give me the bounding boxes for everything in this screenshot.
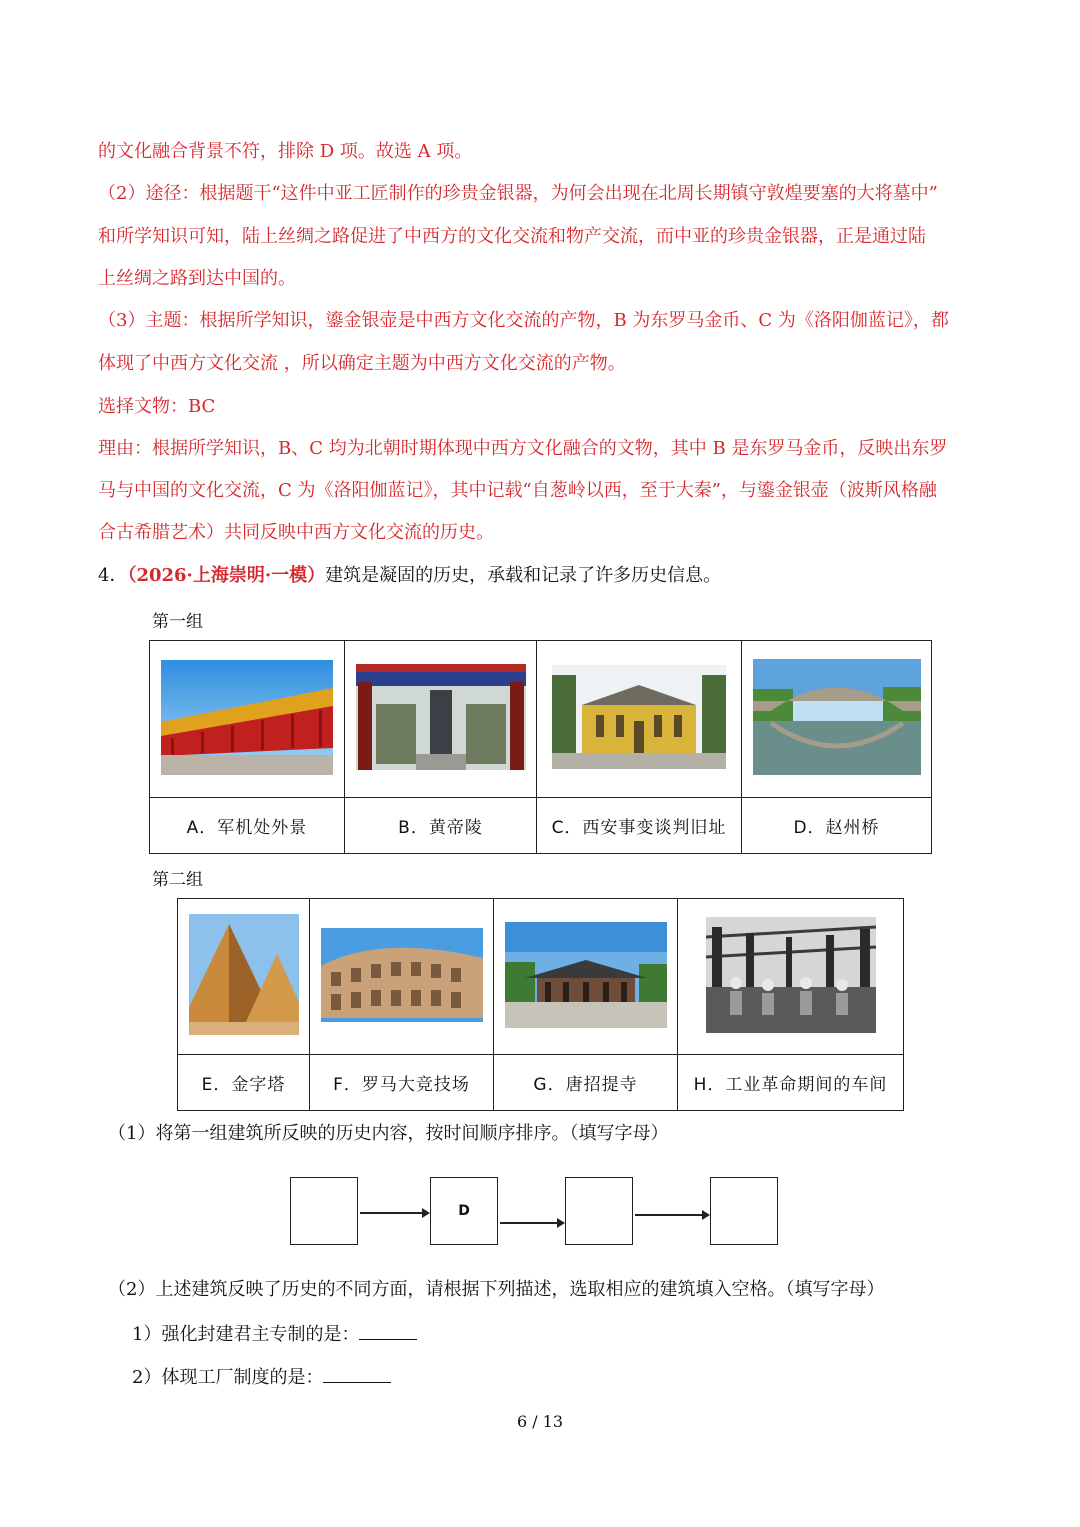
answer-line-4: 上丝绸之路到达中国的。 bbox=[98, 268, 296, 289]
sub-item-2 bbox=[132, 1364, 1022, 1390]
answer-line-5: （3）主题：根据所学知识，鎏金银壶是中西方文化交流的产物，B 为东罗马金币、C 为《洛阳伽蓝记》，都 bbox=[98, 310, 949, 331]
group1-photo-cell-a bbox=[150, 641, 345, 798]
pyramid-photo-icon bbox=[189, 914, 299, 1035]
arrow-2 bbox=[500, 1222, 563, 1224]
arrow-1 bbox=[360, 1212, 428, 1214]
group2-photo-cell-h bbox=[678, 899, 904, 1055]
answer-line-2: （2）途径：根据题干“这件中亚工匠制作的珍贵金银器，为何会出现在北周长期镇守敦煌要塞的大将墓中” bbox=[98, 183, 938, 204]
caption-c: C．西安事变谈判旧址 bbox=[537, 798, 742, 854]
building-photo-icon bbox=[552, 665, 726, 769]
sub-item-1-label: 1）强化封建君主专制的是： bbox=[132, 1324, 360, 1345]
group1-label: 第一组 bbox=[152, 612, 203, 632]
sub-question-2: （2）上述建筑反映了历史的不同方面，请根据下列描述，选取相应的建筑填入空格。（填写字母） bbox=[108, 1279, 885, 1300]
palace-photo-icon bbox=[161, 660, 333, 775]
group2-table bbox=[177, 898, 904, 1111]
caption-h: H．工业革命期间的车间 bbox=[678, 1055, 904, 1111]
group2-photo-cell-g bbox=[494, 899, 678, 1055]
sub-item-1 bbox=[132, 1321, 1022, 1347]
group1-photo-cell-c bbox=[537, 641, 742, 798]
caption-d: D．赵州桥 bbox=[742, 798, 932, 854]
answer-line-7: 选择文物：BC bbox=[98, 396, 216, 417]
answer-line-1: 的文化融合背景不符，排除 D 项。故选 A 项。 bbox=[98, 141, 473, 162]
answer-line-6: 体现了中西方文化交流 ，所以确定主题为中西方文化交流的产物。 bbox=[98, 353, 626, 374]
temple-photo-icon bbox=[505, 922, 667, 1028]
question-heading bbox=[98, 564, 988, 588]
question-stem: 建筑是凝固的历史，承载和记录了许多历史信息。 bbox=[325, 565, 722, 586]
question-number: 4． bbox=[98, 565, 128, 586]
sub-item-2-label: 2）体现工厂制度的是： bbox=[132, 1367, 324, 1388]
answer-line-10: 合古希腊艺术）共同反映中西方文化交流的历史。 bbox=[98, 522, 494, 543]
blank-2[interactable] bbox=[323, 1364, 391, 1383]
caption-b: B．黄帝陵 bbox=[345, 798, 537, 854]
group2-photo-cell-e bbox=[178, 899, 310, 1055]
answer-line-9: 马与中国的文化交流，C 为《洛阳伽蓝记》，其中记载“自葱岭以西，至于大秦”，与鎏金银壶（波斯风格融 bbox=[98, 480, 937, 501]
mausoleum-photo-icon bbox=[356, 664, 526, 770]
arrow-3 bbox=[635, 1214, 708, 1216]
colosseum-photo-icon bbox=[321, 928, 483, 1022]
answer-line-3: 和所学知识可知，陆上丝绸之路促进了中西方的文化交流和物产交流，而中亚的珍贵金银器，正是通过陆 bbox=[98, 226, 926, 247]
bridge-photo-icon bbox=[753, 659, 921, 775]
answer-line-8: 理由：根据所学知识，B、C 均为北朝时期体现中西方文化融合的文物，其中 B 是东罗马金币，反映出东罗 bbox=[98, 438, 948, 459]
group1-table bbox=[149, 640, 932, 854]
order-box-3[interactable] bbox=[565, 1177, 633, 1245]
order-box-1[interactable] bbox=[290, 1177, 358, 1245]
workshop-photo-icon bbox=[706, 917, 876, 1033]
sub-question-1: （1）将第一组建筑所反映的历史内容，按时间顺序排序。（填写字母） bbox=[108, 1123, 669, 1144]
group2-label: 第二组 bbox=[152, 870, 203, 890]
caption-f: F．罗马大竞技场 bbox=[310, 1055, 494, 1111]
order-box-2[interactable]: D bbox=[430, 1177, 498, 1245]
question-source: （2026·上海崇明·一模） bbox=[127, 565, 326, 586]
page-number: 6 / 13 bbox=[516, 1412, 564, 1431]
caption-e: E．金字塔 bbox=[178, 1055, 310, 1111]
group1-photo-cell-d bbox=[742, 641, 932, 798]
blank-1[interactable] bbox=[359, 1321, 417, 1340]
caption-a: A．军机处外景 bbox=[150, 798, 345, 854]
order-box-4[interactable] bbox=[710, 1177, 778, 1245]
group1-photo-cell-b bbox=[345, 641, 537, 798]
group2-photo-cell-f bbox=[310, 899, 494, 1055]
caption-g: G．唐招提寺 bbox=[494, 1055, 678, 1111]
